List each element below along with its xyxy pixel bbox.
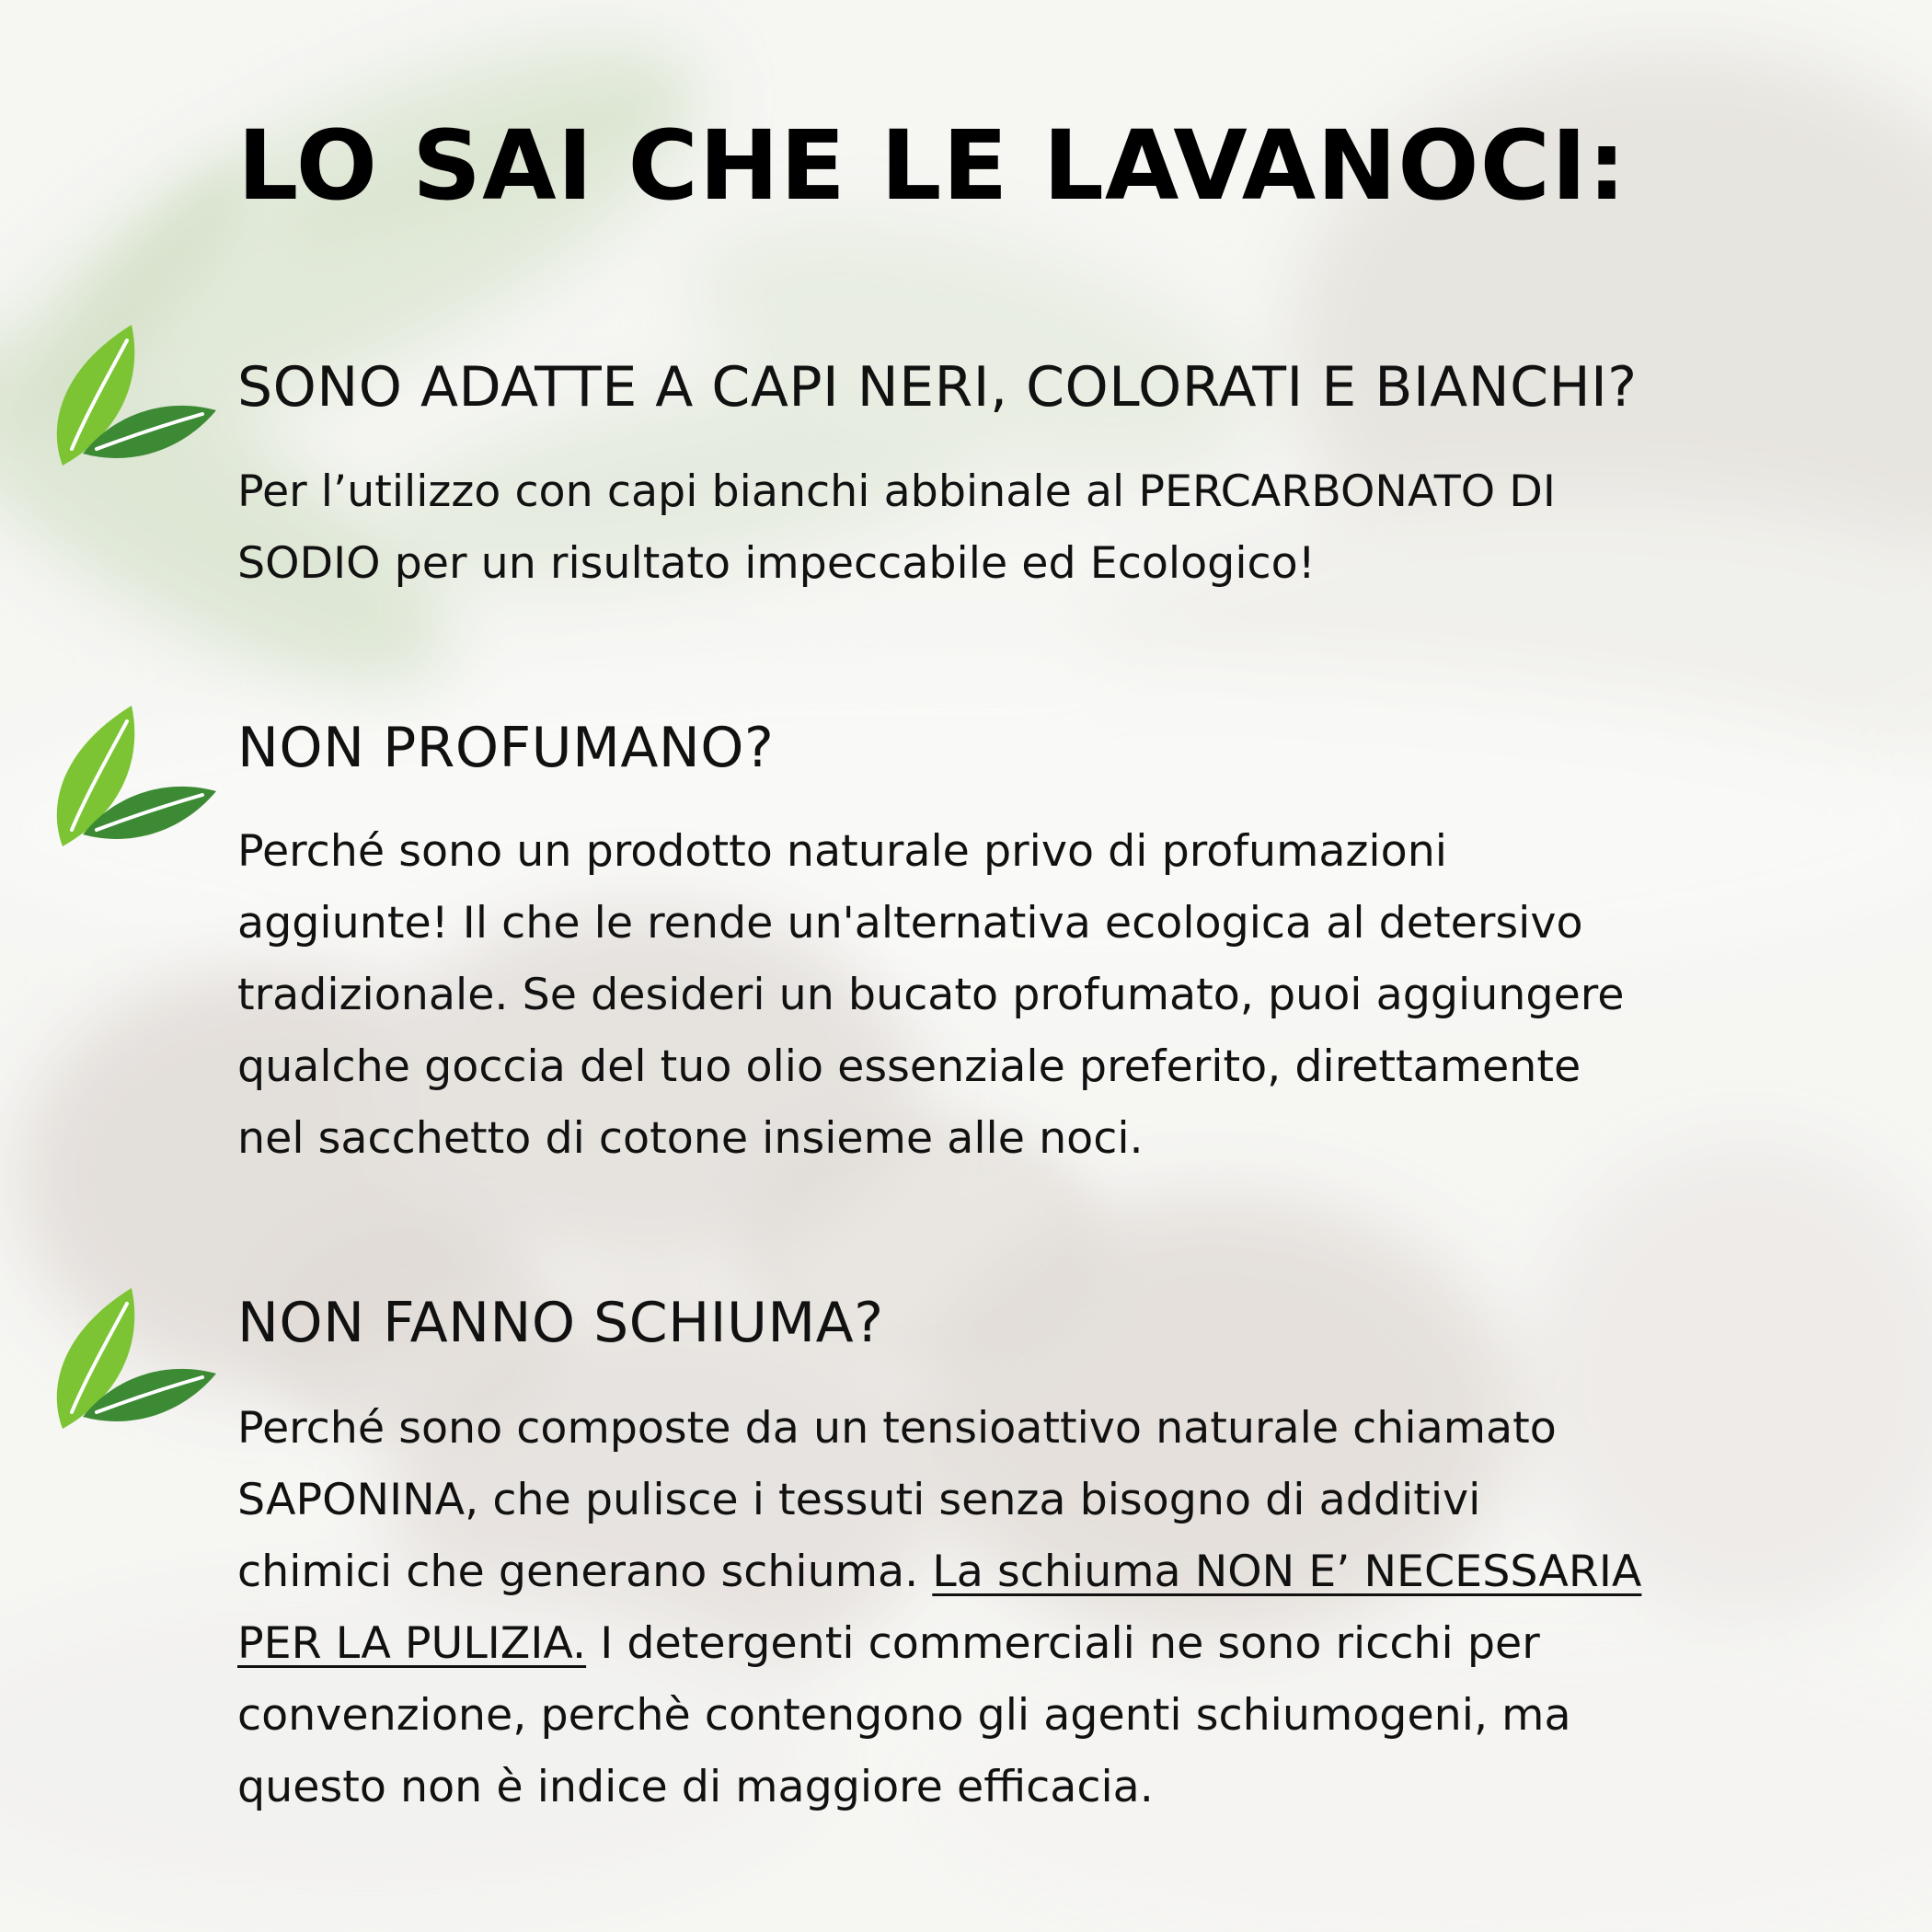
text-line: Perché sono composte da un tensioattivo naturale chiamato — [237, 1403, 1557, 1454]
text-line: qualche goccia del tuo olio essenziale preferito, direttamente — [237, 1041, 1581, 1092]
text-line: SODIO per un risultato impeccabile ed Ecologico! — [237, 538, 1316, 589]
page-title: LO SAI CHE LE LAVANOCI: — [237, 109, 1627, 222]
text-line: SAPONINA, che pulisce i tessuti senza bisogno di additivi — [237, 1475, 1481, 1525]
text-line: Perché sono un prodotto naturale privo di profumazioni — [237, 826, 1447, 877]
text-line — [237, 1536, 1893, 1608]
section-text — [237, 1393, 1893, 1823]
text-line: tradizionale. Se desideri un bucato profumato, puoi aggiungere — [237, 970, 1625, 1020]
text-line: convenzione, perchè contengono gli agenti schiumogeni, ma — [237, 1690, 1571, 1741]
text-line: nel sacchetto di cotone insieme alle noci. — [237, 1113, 1144, 1164]
leaf-icon — [46, 701, 221, 857]
text-line: questo non è indice di maggiore efficacia. — [237, 1762, 1154, 1812]
text-line: aggiunte! Il che le rende un'alternativa ecologica al detersivo — [237, 898, 1583, 949]
section-text — [237, 456, 1893, 600]
text-line: Per l’utilizzo con capi bianchi abbinale al PERCARBONATO DI — [237, 466, 1556, 517]
section-heading: NON FANNO SCHIUMA? — [237, 1291, 884, 1355]
emphasis-underlined: PER LA PULIZIA. — [237, 1618, 587, 1669]
section-heading: NON PROFUMANO? — [237, 716, 775, 780]
leaf-icon — [46, 320, 221, 477]
text-line — [237, 1608, 1893, 1680]
section-text — [237, 816, 1893, 1175]
section-heading: SONO ADATTE A CAPI NERI, COLORATI E BIANCHI? — [237, 355, 1638, 420]
text-fragment: I detergenti commerciali ne sono ricchi per — [586, 1618, 1540, 1669]
text-fragment: chimici che generano schiuma. — [237, 1547, 933, 1597]
leaf-icon — [46, 1283, 221, 1440]
emphasis-underlined: La schiuma NON E’ NECESSARIA — [932, 1547, 1642, 1597]
